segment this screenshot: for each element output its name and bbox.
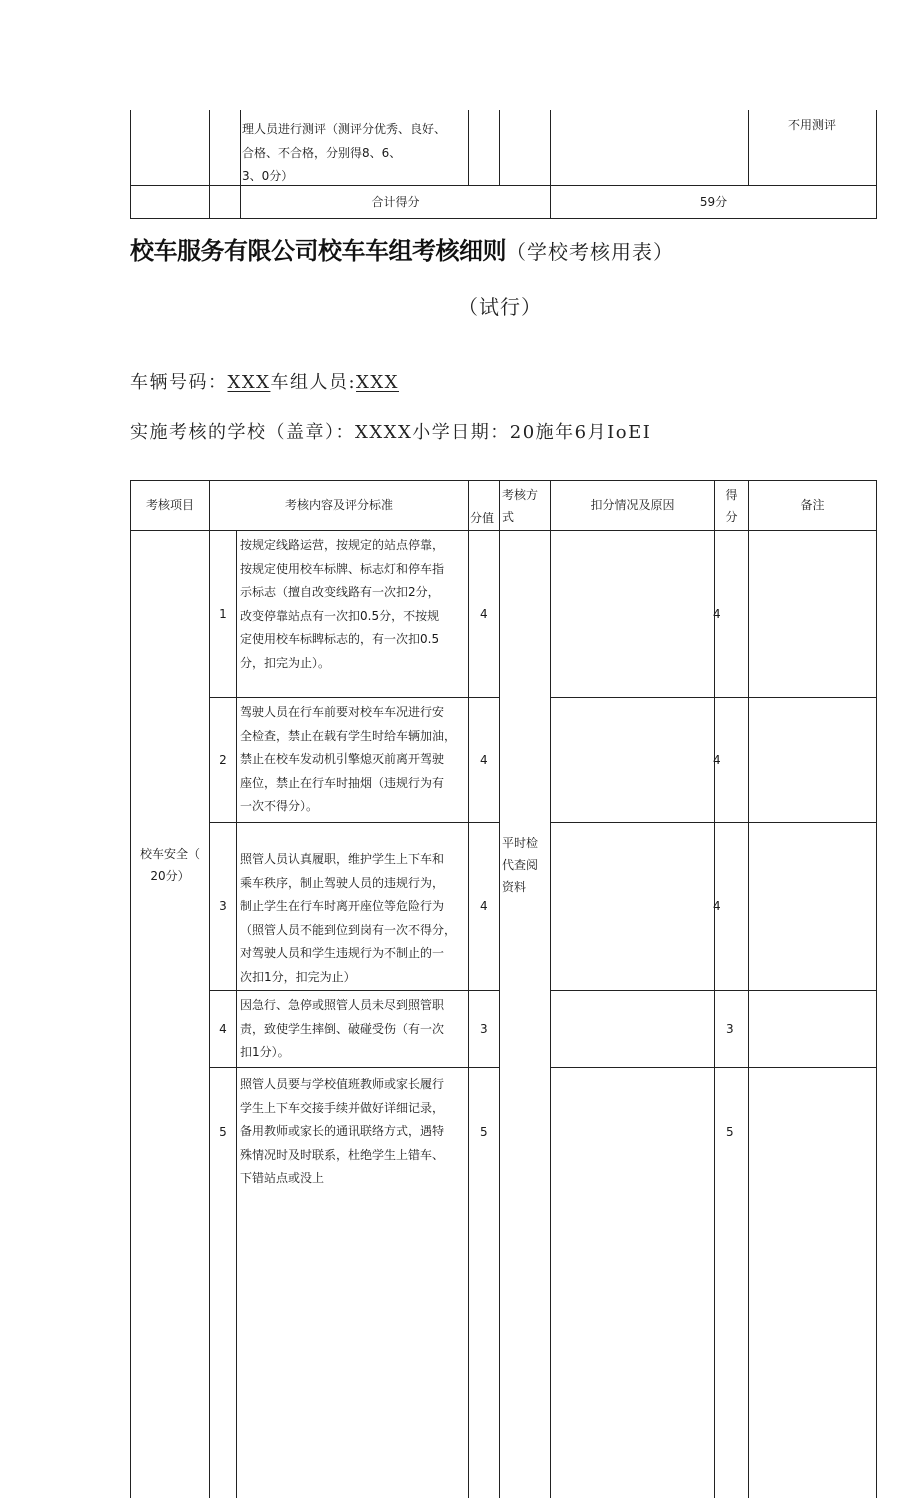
content-line: 按规定使用校车标牌、标志灯和停车指 [240, 561, 445, 576]
row-got-score: 4 [713, 899, 721, 913]
content-line: 对驾驶人员和学生违规行为不制止的一 [240, 946, 445, 961]
category-line: 20分） [150, 869, 190, 883]
header-score-value: 分值 [470, 511, 495, 525]
content-line: 全检查，禁止在载有学生时给车辆加油， [240, 728, 457, 743]
title-suffix: （学校考核用表） [506, 240, 674, 264]
row-content [240, 848, 472, 990]
row-content [240, 1073, 470, 1191]
row-number: 4 [219, 1022, 227, 1036]
row-score: 4 [480, 899, 488, 913]
row-score: 5 [480, 1125, 488, 1139]
method-line: 代查阅 [502, 858, 539, 872]
content-line: 改变停靠站点有一次扣0.5分，不按规 [240, 608, 440, 623]
header-content: 考核内容及评分标准 [284, 498, 393, 512]
row-score: 3 [480, 1022, 488, 1036]
content-line: 定使用校车标睥标志的，有一次扣0.5 [240, 632, 440, 647]
header-remark: 备注 [800, 498, 825, 512]
prev-content-line: 理人员进行测评（测评分优秀、良好、 [242, 122, 447, 136]
prev-content-line: 合格、不合格，分别得8、6、 [242, 145, 402, 160]
method-line: 平时检 [502, 836, 539, 850]
row-got-score: 3 [726, 1022, 734, 1036]
date-label: 日期： [451, 422, 510, 443]
crew-label: 车组人员: [270, 372, 357, 393]
header-method-line: 式 [502, 510, 515, 524]
row-score: 4 [480, 607, 488, 621]
header-method-line: 考核方 [502, 488, 539, 502]
school-value: XXXX小学 [355, 422, 452, 443]
prev-remark: 不用测评 [787, 118, 836, 132]
header-item: 考核项目 [145, 498, 194, 512]
school-label: 实施考核的学校（盖章）： [130, 422, 355, 443]
content-line: 照管人员认真履职，维护学生上下车和 [240, 852, 445, 866]
content-line: 次扣1分，扣完为止） [240, 969, 356, 984]
vehicle-label: 车辆号码： [130, 372, 228, 393]
row-number: 3 [219, 899, 227, 913]
vehicle-info [130, 368, 399, 394]
row-got-score: 4 [713, 753, 721, 767]
row-got-score: 5 [726, 1125, 734, 1139]
vehicle-value: XXX [227, 372, 271, 393]
row-content [240, 701, 470, 819]
title-main: 校车服务有限公司校车车组考核细则 [130, 237, 506, 265]
content-line: 按规定线路运营，按规定的站点停靠， [240, 538, 445, 552]
total-label: 合计得分 [371, 195, 420, 209]
content-line: 乘车秩序，制止驾驶人员的违规行为， [240, 875, 445, 890]
content-line: 扣1分）。 [240, 1045, 290, 1060]
crew-value: XXX [356, 372, 399, 393]
content-line: 责，致使学生摔倒、破碰受伤（有一次 [240, 1021, 445, 1036]
content-line: 殊情况时及时联系，杜绝学生上错车、 [240, 1147, 445, 1162]
header-deduction: 扣分情况及原因 [590, 498, 675, 512]
school-info [130, 418, 651, 444]
title-trial: （试行） [458, 295, 542, 319]
category-cell [131, 843, 209, 887]
row-number: 2 [219, 753, 227, 767]
header-method [502, 484, 538, 528]
row-score: 4 [480, 753, 488, 767]
content-line: 备用教师或家长的通讯联络方式，遇特 [240, 1124, 445, 1139]
content-line: 驾驶人员在行车前要对校车车况进行安 [240, 705, 445, 719]
content-line: 制止学生在行车时离开座位等危险行为 [240, 899, 445, 914]
content-line: （照管人员不能到位到岗有一次不得分， [240, 922, 457, 937]
method-cell [502, 832, 538, 898]
category-line: 校车安全（ [139, 847, 200, 861]
content-line: 座位，禁止在行车时抽烟（违规行为有 [240, 775, 445, 790]
content-line: 照管人员要与学校值班教师或家长履行 [240, 1077, 445, 1091]
header-got-score [715, 484, 748, 528]
content-line: 禁止在校车发动机引擎熄灭前离开驾驶 [240, 752, 445, 767]
row-number: 5 [219, 1125, 227, 1139]
prev-content-line: 3、0分） [242, 169, 294, 184]
content-line: 分，扣完为止）。 [240, 655, 331, 670]
row-content [240, 994, 470, 1065]
document-title [130, 231, 830, 266]
header-got-line: 分 [725, 510, 738, 524]
content-line: 一次不得分）。 [240, 799, 319, 814]
content-line: 学生上下车交接手续并做好详细记录， [240, 1100, 445, 1115]
row-content [240, 534, 470, 676]
row-number: 1 [219, 607, 227, 621]
header-got-line: 得 [725, 488, 738, 502]
row-got-score: 4 [713, 607, 721, 621]
content-line: 下错站点或没上 [240, 1171, 325, 1186]
content-line: 示标志（擅自改变线路有一次扣2分， [240, 585, 440, 600]
content-line: 因急行、急停或照管人员未尽到照管职 [240, 998, 445, 1012]
method-line: 资料 [502, 880, 527, 894]
date-value: 20施年6月IoEI [509, 422, 652, 443]
prev-content [242, 118, 468, 189]
total-score: 59分 [699, 195, 728, 209]
